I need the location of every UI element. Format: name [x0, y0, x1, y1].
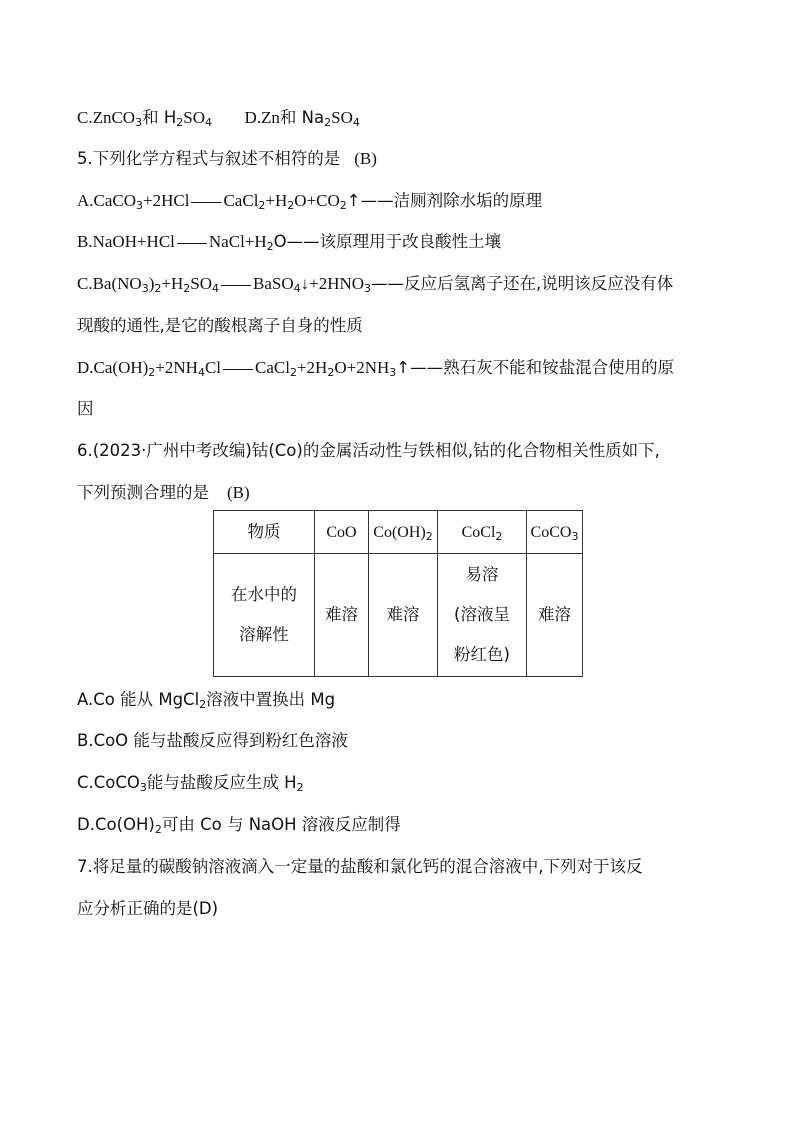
table-header-coo: CoO [315, 511, 369, 554]
cobalt-compound-table [213, 510, 583, 677]
q6-option-a: A.Co 能从 MgCl$_2$溶液中置换出 Mg [77, 690, 336, 711]
table-cell: 难溶 [527, 554, 583, 677]
q6-option-d: $D.Co(OH)_2$可由 Co 与 NaOH 溶液反应制得 [77, 815, 401, 836]
q5-option-d-cont: 因 [77, 399, 94, 418]
q5-option-b: B.NaOH+HCl $NaCl+H_2O——$该原理用于改良酸性土壤 [77, 232, 502, 253]
q5-option-a: A.CaCO$_3$+2HCl $CaCl_2+H_2O+CO_2↑——$洁厕剂除水垢的原理 [77, 191, 543, 212]
q5-option-c-cont: 现酸的通性,是它的酸根离子自身的性质 [77, 316, 363, 335]
table-cell: 难溶 [315, 554, 369, 677]
table-header-substance: 物质 [214, 511, 315, 554]
q7-stem-line1: 7.将足量的碳酸钠溶液滴入一定量的盐酸和氯化钙的混合溶液中,下列对于该反 [77, 857, 643, 876]
q6-option-b: B.CoO 能与盐酸反应得到粉红色溶液 [77, 731, 348, 750]
table-header-cocl2: CoCl$_2$ [438, 511, 527, 554]
table-row-label: 在水中的 溶解性 [214, 554, 315, 677]
q5-stem: 5.下列化学方程式与叙述不相符的是 (B) [77, 149, 377, 168]
table-cell: 难溶 [369, 554, 438, 677]
equals-line-icon [221, 285, 251, 286]
q6-stem-line1: 6.(2023·广州中考改编)钴(Co)的金属活动性与铁相似,钴的化合物相关性质如下, [77, 441, 660, 460]
equals-line-icon [191, 202, 221, 203]
q7-stem-line2: 应分析正确的是(D) [77, 899, 219, 918]
equals-line-icon [223, 369, 253, 370]
equals-line-icon [177, 243, 207, 244]
q6-stem-line2: 下列预测合理的是 (B) [77, 483, 250, 502]
q4-options-cd: C.ZnCO$_3$和 $H_2SO_4$ D.Zn和 $Na_2SO_4$ [77, 108, 360, 129]
table-cell: 易溶 (溶液呈 粉红色) [438, 554, 527, 677]
q6-option-c: C.CoCO$_3$能与盐酸反应生成 $H_2$ [77, 773, 304, 794]
table-header-coco3: CoCO$_3$ [527, 511, 583, 554]
q5-option-c: $C.Ba(NO_3)_2+H_2SO_4$ $BaSO_4↓+2HNO_3——$反应后氢离子还在,说明该反应没有体 [77, 274, 674, 295]
table-header-cooh2: $Co(OH)_2$ [369, 511, 438, 554]
q5-option-d: $D.Ca(OH)_2+2NH_4Cl$ $CaCl_2+2H_2O+2NH_3↑——$熟石灰不能和铵盐混合使用的原 [77, 358, 675, 379]
